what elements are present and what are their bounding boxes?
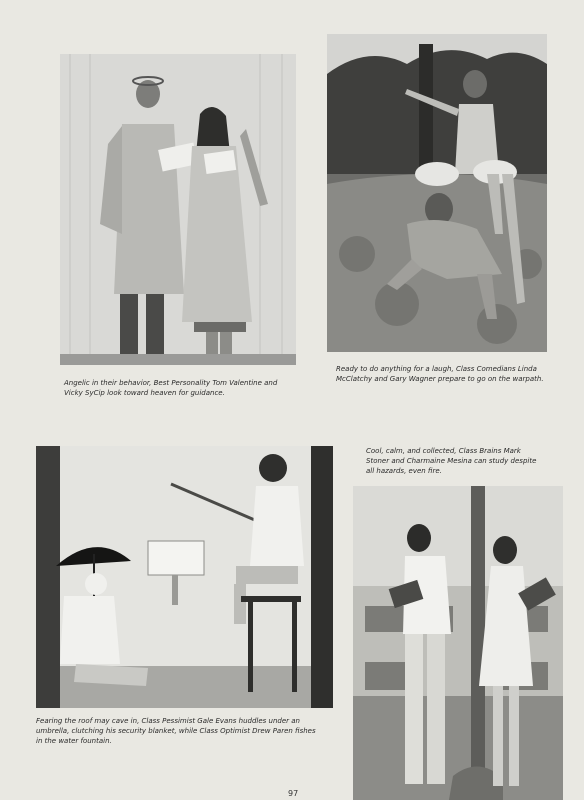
brains-caption: [366, 446, 576, 476]
brains-photo: [353, 486, 563, 800]
angels-caption-line: Angelic in their behavior, Best Personality Tom Valentine and: [64, 379, 278, 387]
pessimist-caption-line: in the water fountain.: [36, 737, 112, 745]
angels-caption: [64, 378, 304, 398]
angels-caption-line: Vicky SyCip look toward heaven for guidance.: [64, 389, 225, 397]
pessimist-photo-art: [36, 446, 333, 708]
brains-caption-line: Stoner and Charmaine Mesina can study despite: [366, 457, 537, 465]
angels-photo-art: [60, 54, 296, 365]
comedians-photo-art: [327, 34, 547, 352]
comedians-photo: [327, 34, 547, 352]
brains-caption-line: Cool, calm, and collected, Class Brains Mark: [366, 447, 521, 455]
comedians-caption-line: McClatchy and Gary Wagner prepare to go on the warpath.: [336, 375, 544, 383]
pessimist-optimist-photo: [36, 446, 333, 708]
page-number: 97: [288, 789, 299, 798]
comedians-caption: [336, 364, 576, 384]
pessimist-caption-line: umbrella, clutching his security blanket, while Class Optimist Drew Paren fishes: [36, 727, 316, 735]
brains-caption-line: all hazards, even fire.: [366, 467, 442, 475]
comedians-caption-line: Ready to do anything for a laugh, Class Comedians Linda: [336, 365, 537, 373]
pessimist-caption: [36, 716, 336, 746]
brains-photo-art: [353, 486, 563, 800]
angels-photo: [60, 54, 296, 365]
pessimist-caption-line: Fearing the roof may cave in, Class Pessimist Gale Evans huddles under an: [36, 717, 300, 725]
